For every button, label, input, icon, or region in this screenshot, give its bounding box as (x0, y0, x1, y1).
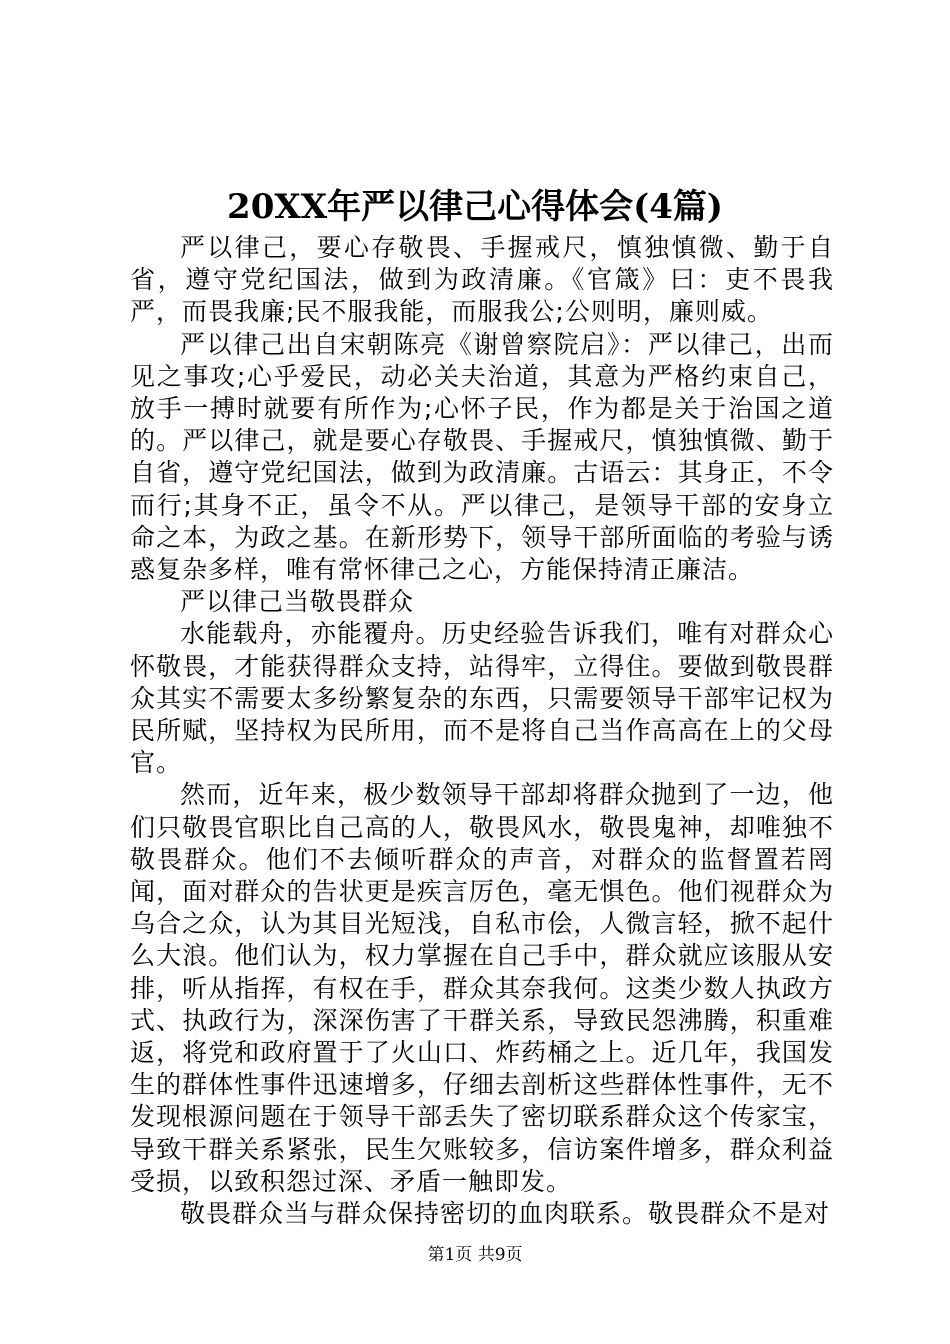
paragraph: 严以律己，要心存敬畏、手握戒尺，慎独慎微、勤于自省，遵守党纪国法，做到为政清廉。《官箴》曰：吏不畏我严，而畏我廉;民不服我能，而服我公;公则明，廉则威。 (130, 233, 834, 327)
page-footer: 第1页 共9页 (427, 1245, 523, 1265)
paragraph: 水能载舟，亦能覆舟。历史经验告诉我们，唯有对群众心怀敬畏，才能获得群众支持，站得牢，立得住。要做到敬畏群众其实不需要太多纷繁复杂的东西，只需要领导干部牢记权为民所赋，坚持权为民所用，而不是将自己当作高高在上的父母官。 (130, 619, 834, 778)
paragraph: 敬畏群众当与群众保持密切的血肉联系。敬畏群众不是对 (180, 1199, 831, 1229)
section-heading: 严以律己当敬畏群众 (180, 587, 415, 617)
document-body (130, 232, 834, 1230)
document-title: 20XX年严以律己心得体会(4篇) (227, 187, 723, 227)
paragraph: 严以律己出自宋朝陈亮《谢曾察院启》：严以律己，出而见之事攻;心乎爱民，动必关夫治道，其意为严格约束自己，放手一搏时就要有所作为;心怀子民，作为都是关于治国之道的。严以律己，就是要心存敬畏、手握戒尺，慎独慎微、勤于自省，遵守党纪国法，做到为政清廉。古语云：其身正，不令而行;其身不正，虽令不从。严以律己，是领导干部的安身立命之本，为政之基。在新形势下，领导干部所面临的考验与诱惑复杂多样，唯有常怀律己之心，方能保持清正廉洁。 (130, 329, 834, 585)
paragraph: 然而，近年来，极少数领导干部却将群众抛到了一边，他们只敬畏官职比自己高的人，敬畏风水，敬畏鬼神，却唯独不敬畏群众。他们不去倾听群众的声音，对群众的监督置若罔闻，面对群众的告状更是疾言厉色，毫无惧色。他们视群众为乌合之众，认为其目光短浅，自私市侩，人微言轻，掀不起什么大浪。他们认为，权力掌握在自己手中，群众就应该服从安排，听从指挥，有权在手，群众其奈我何。这类少数人执政方式、执政行为，深深伤害了干群关系，导致民怨沸腾，积重难返，将党和政府置于了火山口、炸药桶之上。近几年，我国发生的群体性事件迅速增多，仔细去剖析这些群体性事件，无不发现根源问题在于领导干部丢失了密切联系群众这个传家宝，导致干群关系紧张，民生欠账较多，信访案件增多，群众利益受损，以致积怨过深、矛盾一触即发。 (130, 780, 834, 1196)
